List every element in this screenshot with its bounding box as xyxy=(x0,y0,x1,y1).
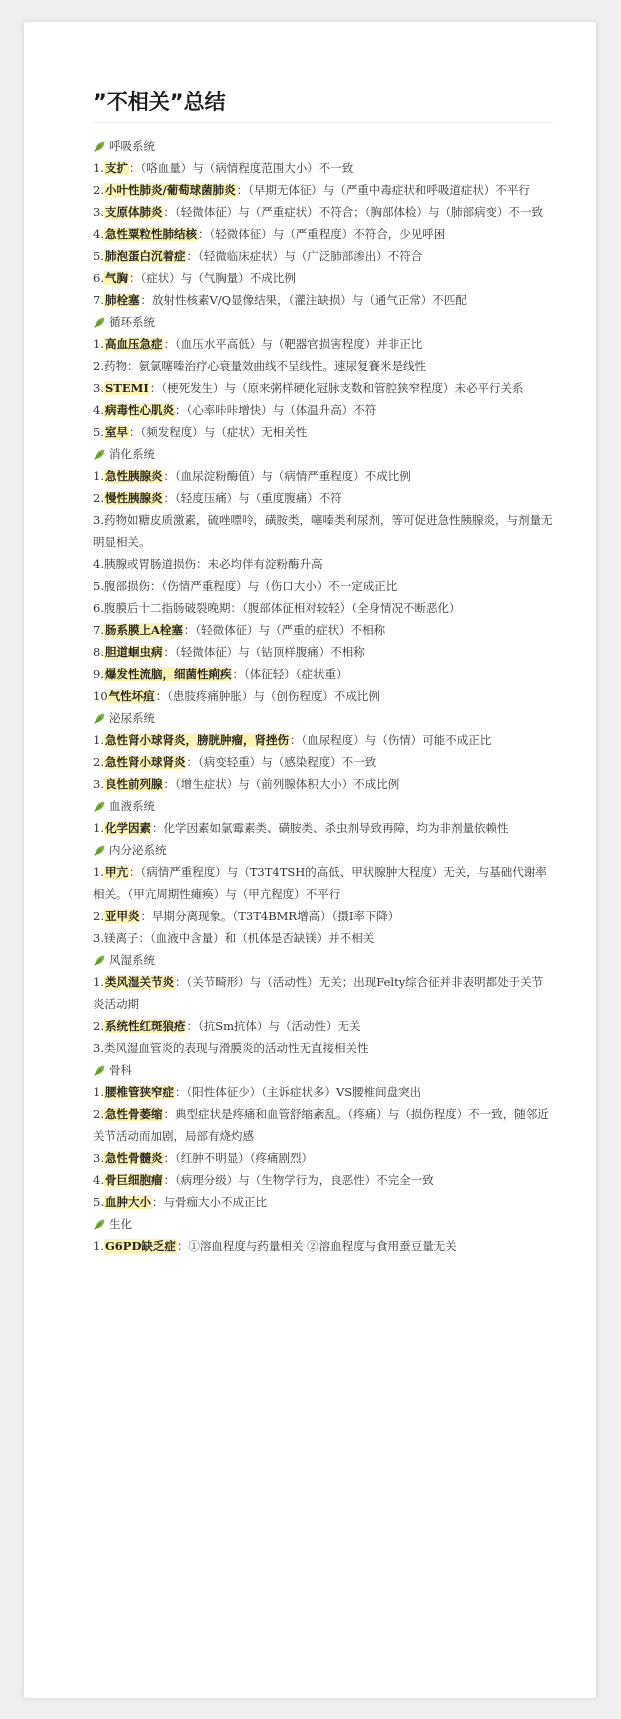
item-text: ：化学因素如氯霉素类、磺胺类、杀虫剂导致再障，均为非剂量依赖性 xyxy=(151,821,509,835)
item-text: 腹膜后十二指肠破裂晚期：（腹部体征相对较轻）（全身情况不断恶化） xyxy=(103,601,461,615)
item-number: 3. xyxy=(93,777,104,791)
list-item xyxy=(93,223,553,245)
item-number: 2. xyxy=(93,755,104,769)
item-text: ：放射性核素V/Q显像结果，（灌注缺损）与（通气正常）不匹配 xyxy=(140,293,467,307)
item-number: 2. xyxy=(93,1107,104,1121)
item-text: ：（症状）与（气胸量）不成比例 xyxy=(128,271,296,285)
item-text: ：（血尿程度）与（伤情）可能不成正比 xyxy=(289,733,492,747)
item-number: 3. xyxy=(93,1041,104,1055)
item-text: ：典型症状是疼痛和血管舒缩紊乱。（疼痛）与（损伤程度）不一致，随邻近关节活动而加剧，局部有烧灼感 xyxy=(93,1107,549,1143)
document-page xyxy=(24,22,596,1698)
list-item xyxy=(93,773,553,795)
item-number: 6. xyxy=(93,601,104,615)
item-number: 4. xyxy=(93,403,104,417)
highlighted-term: 肺栓塞 xyxy=(104,293,140,307)
list-item xyxy=(93,729,553,751)
list-item xyxy=(93,509,553,553)
highlighted-term: 慢性胰腺炎 xyxy=(104,491,163,505)
item-text: ：（轻度压痛）与（重度腹痛）不符 xyxy=(163,491,342,505)
item-text: ：早期分离现象。（T3T4BMR增高）（摄I率下降） xyxy=(140,909,400,923)
item-text: ：（患肢疼痛肿胀）与（创伤程度）不成比例 xyxy=(155,689,380,703)
item-number: 3. xyxy=(93,1151,104,1165)
leaf-icon xyxy=(93,844,106,857)
list-item xyxy=(93,1037,553,1059)
section-heading xyxy=(93,443,553,465)
item-number: 2. xyxy=(93,359,104,373)
item-number: 3. xyxy=(93,381,104,395)
section-heading xyxy=(93,311,553,333)
highlighted-term: 肺泡蛋白沉着症 xyxy=(104,249,186,263)
list-item xyxy=(93,575,553,597)
highlighted-term: 爆发性流脑，细菌性痢疾 xyxy=(104,667,232,681)
item-number: 1. xyxy=(93,1085,104,1099)
list-item xyxy=(93,619,553,641)
section-heading-label: 骨科 xyxy=(109,1063,132,1077)
highlighted-term: 骨巨细胞瘤 xyxy=(104,1173,163,1187)
item-number: 3. xyxy=(93,205,104,219)
item-number: 8. xyxy=(93,645,104,659)
item-text: ：（抗Sm抗体）与（活动性）无关 xyxy=(186,1019,361,1033)
list-item xyxy=(93,1081,553,1103)
list-item xyxy=(93,1235,553,1257)
item-number: 1. xyxy=(93,865,104,879)
item-number: 6. xyxy=(93,271,104,285)
list-item xyxy=(93,421,553,443)
item-text: ：（轻微体征）与（严重程度）不符合，少见呼困 xyxy=(197,227,446,241)
item-number: 7. xyxy=(93,293,104,307)
item-text: ：（体征轻）（症状重） xyxy=(232,667,348,681)
list-item xyxy=(93,487,553,509)
list-item xyxy=(93,465,553,487)
highlighted-term: 室早 xyxy=(104,425,128,439)
list-item xyxy=(93,179,553,201)
item-number: 2. xyxy=(93,1019,104,1033)
section-heading-label: 生化 xyxy=(109,1217,132,1231)
highlighted-term: 肠系膜上A栓塞 xyxy=(104,623,183,637)
item-text: ：（频发程度）与（症状）无相关性 xyxy=(128,425,308,439)
item-text: ：（病变轻重）与（感染程度）不一致 xyxy=(186,755,377,769)
list-item xyxy=(93,333,553,355)
highlighted-term: 急性骨髓炎 xyxy=(104,1151,163,1165)
highlighted-term: 急性胰腺炎 xyxy=(104,469,163,483)
item-text: 镁离子：（血液中含量）和（机体是否缺镁）并不相关 xyxy=(103,931,375,945)
highlighted-term: 类风湿关节炎 xyxy=(104,975,174,989)
section-heading-label: 血液系统 xyxy=(109,799,155,813)
highlighted-term: 支扩 xyxy=(104,161,128,175)
highlighted-term: G6PD缺乏症 xyxy=(104,1239,176,1253)
item-number: 2. xyxy=(93,183,104,197)
highlighted-term: 高血压急症 xyxy=(104,337,163,351)
list-item xyxy=(93,1015,553,1037)
item-text: 类风湿血管炎的表现与滑膜炎的活动性无直接相关性 xyxy=(103,1041,369,1055)
highlighted-term: 病毒性心肌炎 xyxy=(104,403,174,417)
item-text: ：（血尿淀粉酶值）与（病情严重程度）不成比例 xyxy=(163,469,411,483)
list-item xyxy=(93,971,553,1015)
item-text: ：（轻微临床症状）与（广泛肺部渗出）不符合 xyxy=(186,249,423,263)
highlighted-term: 胆道蛔虫病 xyxy=(104,645,163,659)
highlighted-term: 甲亢 xyxy=(104,865,128,879)
section-heading-label: 风湿系统 xyxy=(109,953,155,967)
section-heading xyxy=(93,1059,553,1081)
document-content xyxy=(93,86,553,1257)
item-number: 1. xyxy=(93,1239,104,1253)
item-text: 药物：氨氯噻嗪治疗心衰量效曲线不呈线性。速尿复賽米是线性 xyxy=(103,359,426,373)
section-heading-label: 泌尿系统 xyxy=(109,711,155,725)
item-text: ：（轻微体征）与（钻顶样腹痛）不相称 xyxy=(163,645,365,659)
section-heading-label: 消化系统 xyxy=(109,447,155,461)
item-number: 4. xyxy=(93,1173,104,1187)
section-heading xyxy=(93,839,553,861)
item-number: 4. xyxy=(93,557,104,571)
item-text: ：（咯血量）与（病情程度范围大小）不一致 xyxy=(128,161,354,175)
highlighted-term: 急性骨萎缩 xyxy=(104,1107,163,1121)
list-item xyxy=(93,861,553,905)
item-number: 10 xyxy=(93,689,108,703)
list-item xyxy=(93,597,553,619)
list-item xyxy=(93,267,553,289)
highlighted-term: 气性坏疽 xyxy=(108,689,155,703)
highlighted-term: 气胸 xyxy=(104,271,128,285)
item-number: 5. xyxy=(93,249,104,263)
item-text: ：（早期无体征）与（严重中毒症状和呼吸道症状）不平行 xyxy=(236,183,530,197)
list-item xyxy=(93,905,553,927)
list-item xyxy=(93,553,553,575)
item-text: 腹部损伤：（伤情严重程度）与（伤口大小）不一定成正比 xyxy=(103,579,398,593)
list-item xyxy=(93,245,553,267)
highlighted-term: 急性粟粒性肺结核 xyxy=(104,227,197,241)
item-text: ：（梗死发生）与（原来粥样硬化冠脉支数和管腔狭窄程度）未必平行关系 xyxy=(149,381,524,395)
item-number: 1. xyxy=(93,821,104,835)
leaf-icon xyxy=(93,1218,106,1231)
item-number: 5. xyxy=(93,425,104,439)
highlighted-term: 系统性红斑狼疮 xyxy=(104,1019,186,1033)
highlighted-term: 小叶性肺炎/葡萄球菌肺炎 xyxy=(104,183,236,197)
item-text: ：（关节畸形）与（活动性）无关；出现Felty综合征并非表明都处于关节炎活动期 xyxy=(93,975,544,1011)
item-number: 5. xyxy=(93,579,104,593)
section-heading-label: 呼吸系统 xyxy=(109,139,155,153)
list-item xyxy=(93,1191,553,1213)
item-number: 1. xyxy=(93,733,104,747)
item-text: ：（增生症状）与（前列腺体积大小）不成比例 xyxy=(163,777,400,791)
item-number: 3. xyxy=(93,931,104,945)
highlighted-term: 血肿大小 xyxy=(104,1195,151,1209)
item-text: ：（病理分级）与（生物学行为，良恶性）不完全一致 xyxy=(163,1173,434,1187)
section-heading-label: 内分泌系统 xyxy=(109,843,167,857)
item-number: 3. xyxy=(93,513,104,527)
section-heading xyxy=(93,135,553,157)
section-heading xyxy=(93,707,553,729)
section-heading xyxy=(93,949,553,971)
leaf-icon xyxy=(93,954,106,967)
list-item xyxy=(93,641,553,663)
section-heading xyxy=(93,795,553,817)
page-title: ”不相关”总结 xyxy=(93,86,553,123)
list-item xyxy=(93,399,553,421)
leaf-icon xyxy=(93,800,106,813)
item-number: 5. xyxy=(93,1195,104,1209)
item-text: ：（轻微体征）与（严重症状）不符合；（胸部体检）与（肺部病变）不一致 xyxy=(163,205,543,219)
list-item xyxy=(93,1103,553,1147)
item-number: 1. xyxy=(93,975,104,989)
list-item xyxy=(93,927,553,949)
leaf-icon xyxy=(93,712,106,725)
section-heading-label: 循环系统 xyxy=(109,315,155,329)
item-number: 4. xyxy=(93,227,104,241)
item-number: 1. xyxy=(93,469,104,483)
list-item xyxy=(93,1147,553,1169)
item-number: 2. xyxy=(93,491,104,505)
list-item xyxy=(93,157,553,179)
highlighted-term: 腰椎管狭窄症 xyxy=(104,1085,174,1099)
section-heading xyxy=(93,1213,553,1235)
leaf-icon xyxy=(93,1064,106,1077)
list-item xyxy=(93,663,553,685)
item-text: ：（轻微体征）与（严重的症状）不相称 xyxy=(183,623,386,637)
highlighted-term: 良性前列腺 xyxy=(104,777,163,791)
item-number: 1. xyxy=(93,337,104,351)
list-item xyxy=(93,751,553,773)
highlighted-term: 亚甲炎 xyxy=(104,909,140,923)
item-text: ：与骨痂大小不成正比 xyxy=(151,1195,267,1209)
highlighted-term: 急性肾小球肾炎 xyxy=(104,755,186,769)
item-text: ：（病情严重程度）与（T3T4TSH的高低、甲状腺肿大程度）无关，与基础代谢率相关。（甲亢周期性瘫痪）与（甲亢程度）不平行 xyxy=(93,865,547,901)
item-number: 7. xyxy=(93,623,104,637)
leaf-icon xyxy=(93,140,106,153)
highlighted-term: 支原体肺炎 xyxy=(104,205,163,219)
list-item xyxy=(93,289,553,311)
item-text: ：（红肿不明显）（疼痛剧烈） xyxy=(163,1151,313,1165)
item-text: ：（心率咔咔增快）与（体温升高）不符 xyxy=(174,403,377,417)
item-text: ：（阳性体征少）（主诉症状多）VS腰椎间盘突出 xyxy=(174,1085,422,1099)
leaf-icon xyxy=(93,316,106,329)
list-item xyxy=(93,377,553,399)
highlighted-term: 急性肾小球肾炎，膀胱肿瘤，肾挫伤 xyxy=(104,733,289,747)
item-text: 药物如糖皮质激素，硫唑嘌呤，磺胺类，噻嗪类利尿剂，等可促进急性胰腺炎，与剂量无明显相关。 xyxy=(93,513,553,549)
item-number: 9. xyxy=(93,667,104,681)
list-item xyxy=(93,201,553,223)
leaf-icon xyxy=(93,448,106,461)
highlighted-term: 化学因素 xyxy=(104,821,151,835)
list-item xyxy=(93,355,553,377)
list-item xyxy=(93,1169,553,1191)
list-item xyxy=(93,817,553,839)
item-text: ：（血压水平高低）与（靶器官损害程度）并非正比 xyxy=(163,337,423,351)
item-text: 胰腺或胃肠道损伤：未必均伴有淀粉酶升高 xyxy=(103,557,323,571)
item-number: 2. xyxy=(93,909,104,923)
item-text: ：①溶血程度与药量相关 ②溶血程度与食用蚕豆量无关 xyxy=(176,1239,457,1253)
item-number: 1. xyxy=(93,161,104,175)
list-item xyxy=(93,685,553,707)
highlighted-term: STEMI xyxy=(104,381,149,395)
